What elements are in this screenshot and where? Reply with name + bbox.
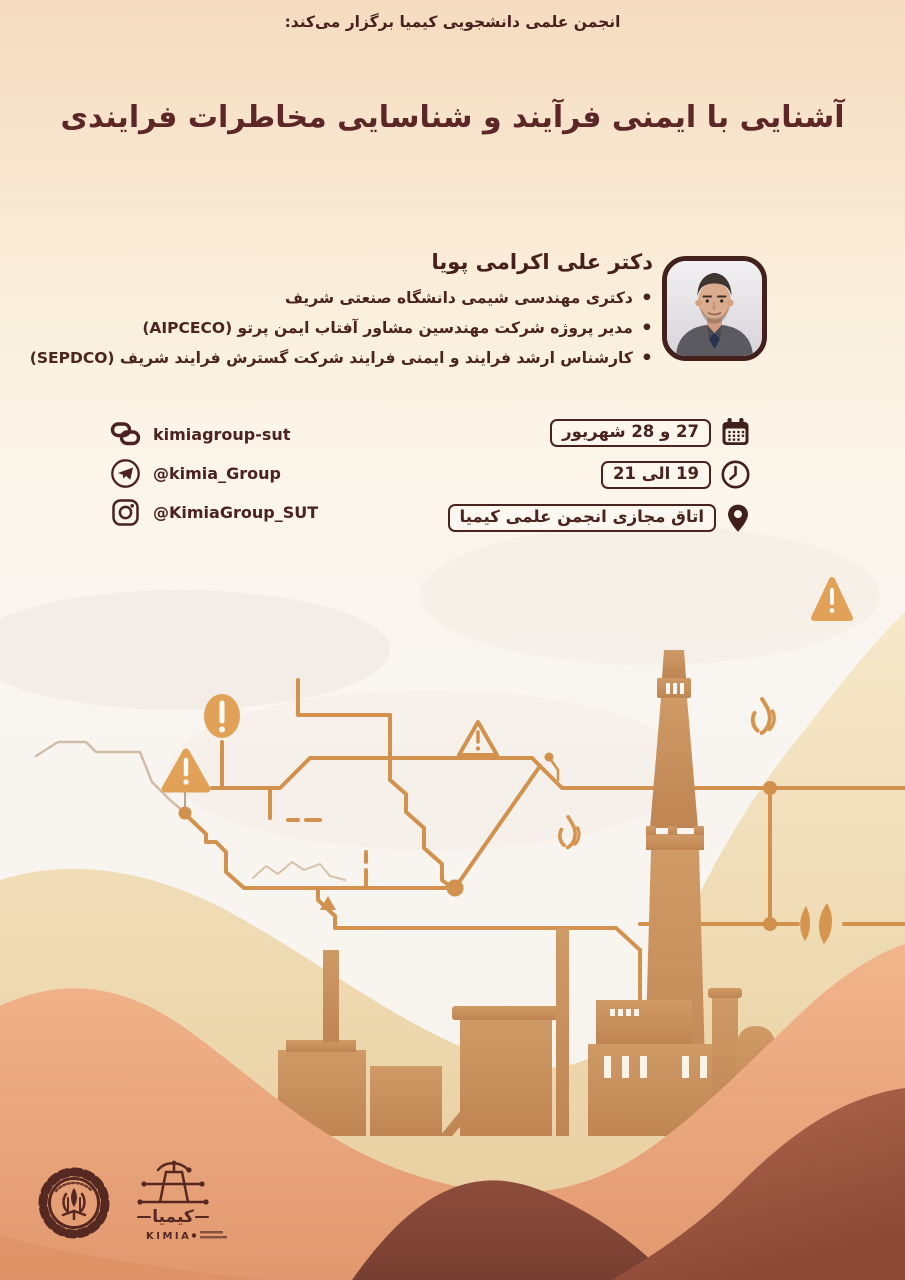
clock-icon — [720, 459, 751, 490]
social-handle: kimiagroup-sut — [153, 424, 291, 444]
speaker-avatar — [667, 261, 762, 356]
event-time-row — [448, 459, 751, 490]
link-icon — [110, 420, 141, 448]
credential-item — [30, 343, 653, 373]
poster-title: آشنایی با ایمنی فرآیند و شناسایی مخاطرات فرایندی — [60, 100, 845, 135]
credential-item — [30, 283, 653, 313]
kimia-logo-farsi-text: کیمیا — [152, 1207, 194, 1227]
instagram-icon — [110, 497, 141, 528]
organizer-line: انجمن علمی دانشجویی کیمیا برگزار می‌کند: — [284, 13, 621, 31]
kimia-logo-latin-text: KIMIA — [146, 1231, 192, 1242]
event-location-row — [448, 501, 751, 535]
cloud-texture — [420, 525, 880, 665]
calendar-icon — [720, 417, 751, 448]
location-pin-icon — [725, 501, 751, 535]
credential-text: مدیر پروژه شرکت مهندسین مشاور آفتاب ایمن پرتو (AIPCECO) — [142, 319, 633, 337]
speaker-credentials — [30, 283, 653, 373]
social-row-website — [110, 419, 318, 449]
telegram-icon — [110, 458, 141, 489]
social-handle: @KimiaGroup_SUT — [153, 502, 319, 522]
kimia-logo-dot — [192, 1233, 196, 1237]
bullet-dot: • — [640, 317, 653, 339]
event-time-value: 19 الی 21 — [601, 461, 711, 489]
social-row-instagram — [110, 497, 318, 527]
speaker-photo — [662, 256, 767, 361]
bullet-dot: • — [640, 347, 653, 369]
chimney-vents — [666, 683, 684, 694]
social-row-telegram — [110, 458, 318, 488]
credential-item — [30, 313, 653, 343]
cloud-texture — [170, 690, 690, 850]
speaker-name: دکتر علی اکرامی پویا — [431, 250, 653, 274]
credential-text: دکتری مهندسی شیمی دانشگاه صنعتی شریف — [284, 289, 633, 307]
event-date-row — [448, 417, 751, 448]
event-location-value: اتاق مجازی انجمن علمی کیمیا — [448, 504, 716, 532]
exclamation-circle-icon — [204, 694, 240, 738]
event-info — [448, 417, 751, 546]
credential-text: کارشناس ارشد فرایند و ایمنی فرایند شرکت گسترش فرایند شریف (SEPDCO) — [29, 349, 633, 367]
bullet-dot: • — [640, 287, 653, 309]
social-handle: @kimia_Group — [153, 463, 281, 483]
event-date-value: 27 و 28 شهریور — [550, 419, 711, 447]
social-handles — [110, 419, 318, 536]
